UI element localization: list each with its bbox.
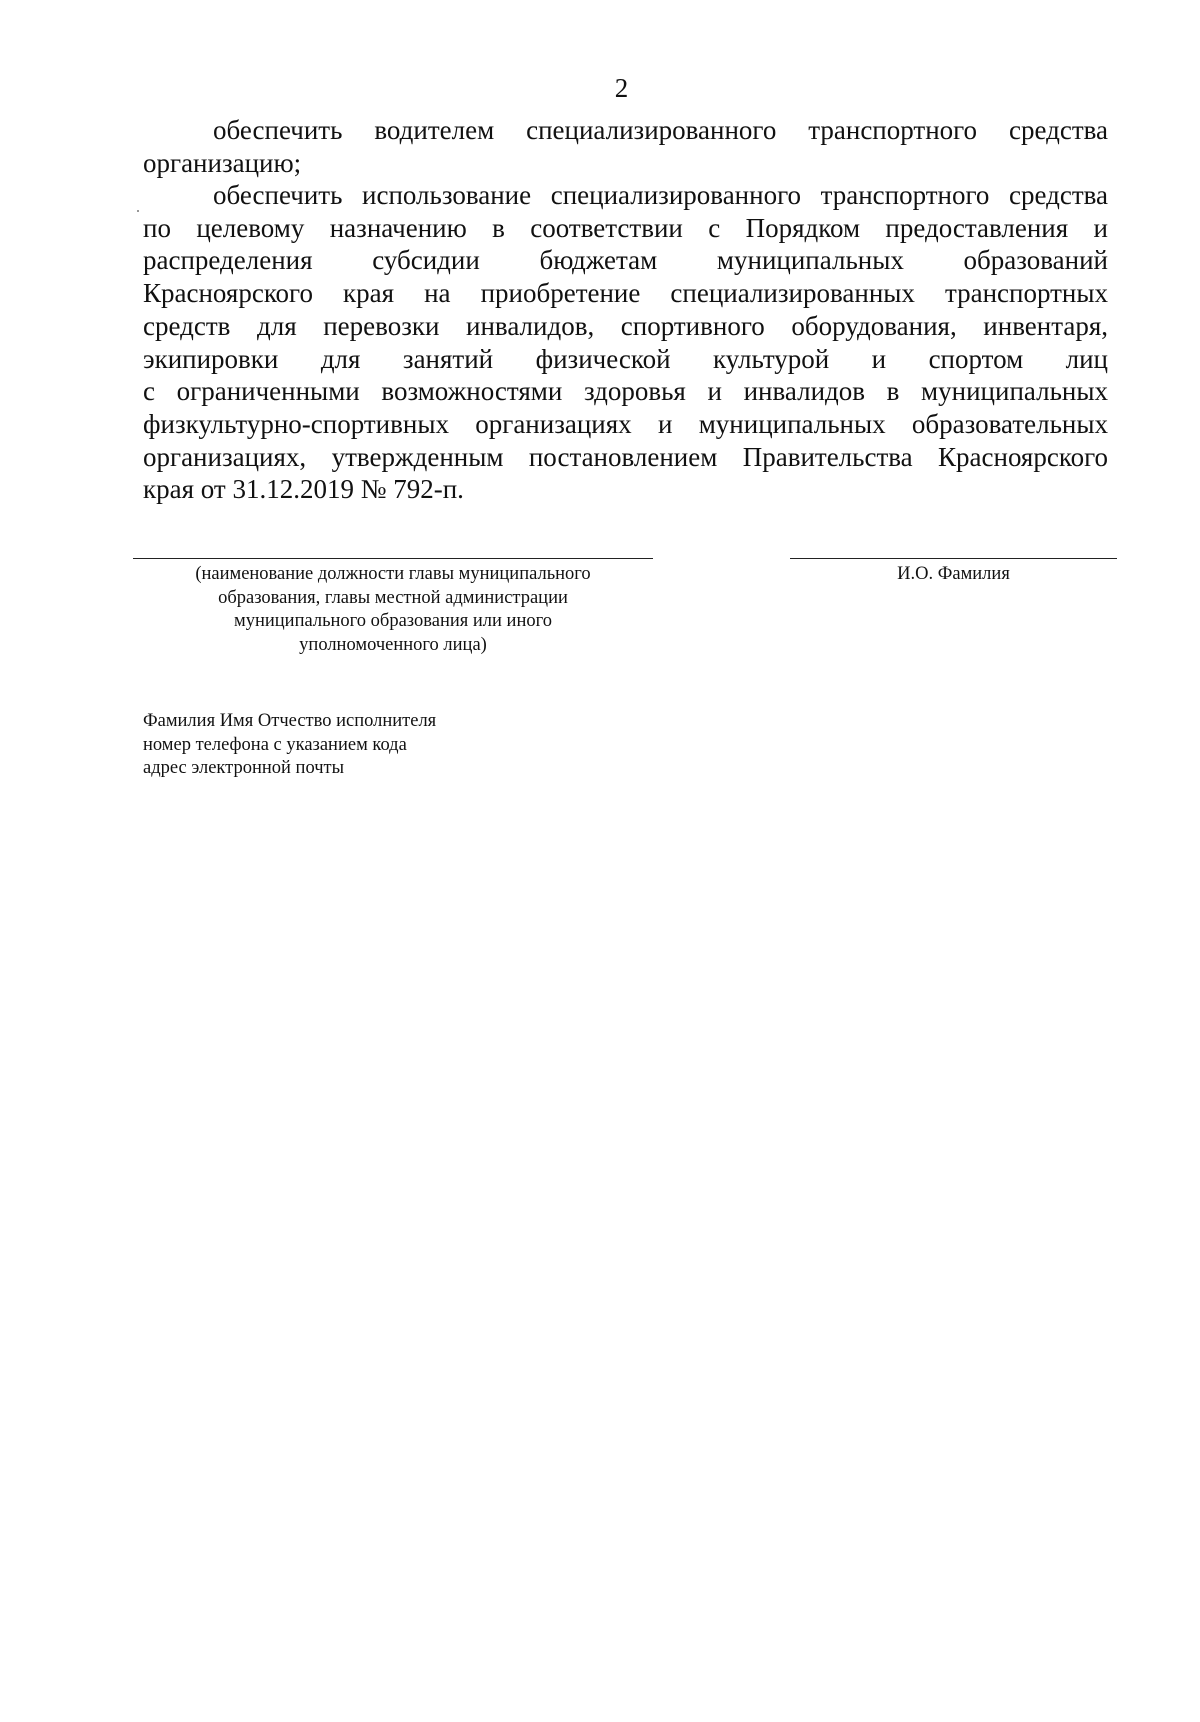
paragraph-line: организацию; xyxy=(143,147,302,178)
caption-line: (наименование должности главы муниципального xyxy=(195,564,591,584)
paragraph-line: края от 31.12.2019 № 792-п. xyxy=(143,474,464,505)
paragraph-line: с ограниченными возможностями здоровья и инвалидов в муниципальных xyxy=(143,376,1108,407)
position-signature-line xyxy=(133,558,653,559)
paragraph-line: распределения субсидии бюджетам муниципальных образований xyxy=(143,245,1108,276)
name-signature-line xyxy=(790,558,1117,559)
paragraph-line: обеспечить использование специализированного транспортного средства xyxy=(213,180,1108,210)
executor-name: Фамилия Имя Отчество исполнителя xyxy=(143,711,437,731)
scan-speck xyxy=(137,210,139,212)
paragraph-line: экипировки для занятий физической культурой и спортом лиц xyxy=(143,343,1108,374)
caption-line: уполномоченного лица) xyxy=(299,634,487,655)
paragraph-driver-provision xyxy=(143,114,1108,179)
paragraph-line: обеспечить водителем специализированного транспортного средства xyxy=(213,115,1108,145)
paragraph-line: по целевому назначению в соответствии с Порядком предоставления и xyxy=(143,212,1108,243)
paragraph-line: Красноярского края на приобретение специализированных транспортных xyxy=(143,278,1108,309)
paragraph-target-use xyxy=(143,179,1108,506)
paragraph-line: средств для перевозки инвалидов, спортивного оборудования, инвентаря, xyxy=(143,310,1108,341)
executor-email: адрес электронной почты xyxy=(143,758,345,778)
caption-line: муниципального образования или иного xyxy=(234,611,552,631)
page-number: 2 xyxy=(614,73,629,103)
paragraph-line: физкультурно-спортивных организациях и муниципальных образовательных xyxy=(143,408,1108,439)
position-caption xyxy=(133,563,653,657)
executor-phone: номер телефона с указанием кода xyxy=(143,734,407,755)
executor-info xyxy=(143,710,436,781)
signer-name-placeholder: И.О. Фамилия xyxy=(897,564,1010,584)
caption-line: образования, главы местной администрации xyxy=(218,587,568,608)
paragraph-line: организациях, утвержденным постановлением Правительства Красноярского xyxy=(143,441,1108,472)
